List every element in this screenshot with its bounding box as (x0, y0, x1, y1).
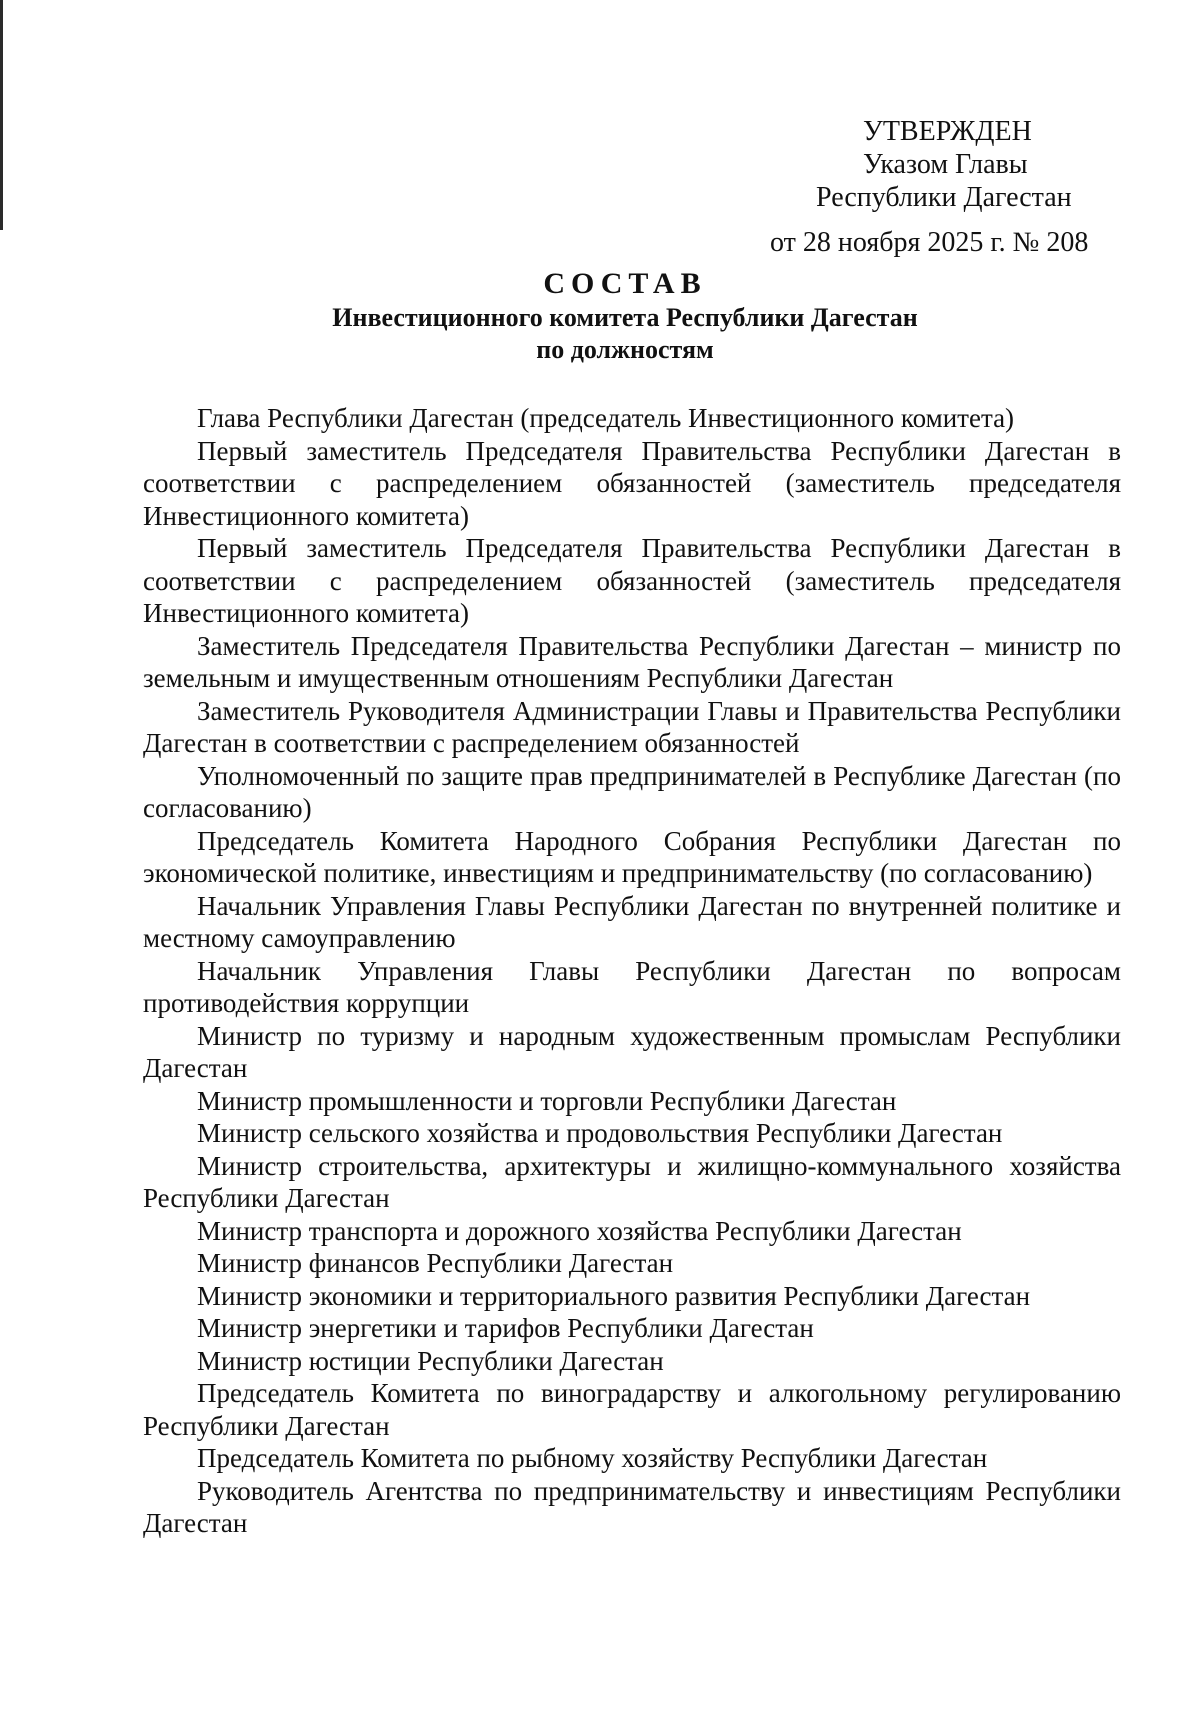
approval-stamp-block (770, 115, 1120, 259)
approval-by: Указом Главы (863, 149, 1028, 180)
member-item: Министр строительства, архитектуры и жилищно-коммунального хозяйства Республики Дагестан (143, 1150, 1121, 1213)
member-item: Глава Республики Дагестан (председатель Инвестиционного комитета) (197, 403, 1015, 433)
member-item: Заместитель Руководителя Администрации Главы и Правительства Республики Дагестан в соответствии с распределением обязанностей (143, 695, 1121, 758)
member-item: Министр сельского хозяйства и продовольствия Республики Дагестан (197, 1118, 1003, 1148)
member-item: Уполномоченный по защите прав предпринимателей в Республике Дагестан (по согласованию) (143, 760, 1121, 823)
member-item: Первый заместитель Председателя Правительства Республики Дагестан в соответствии с распределением обязанностей (заместитель председателя Инвестиционного комитета) (143, 533, 1121, 628)
member-item: Министр промышленности и торговли Республики Дагестан (197, 1085, 897, 1116)
approval-status: УТВЕРЖДЕН (863, 116, 1032, 147)
member-item: Министр транспорта и дорожного хозяйства Республики Дагестан (197, 1215, 962, 1246)
approval-date-number: от 28 ноября 2025 г. № 208 (770, 227, 1089, 258)
scan-edge-mark (0, 0, 3, 230)
member-item: Начальник Управления Главы Республики Дагестан по внутренней политике и местному самоуправлению (143, 890, 1121, 953)
member-item: Руководитель Агентства по предпринимательству и инвестициям Республики Дагестан (143, 1475, 1121, 1538)
member-item: Начальник Управления Главы Республики Дагестан по вопросам противодействия коррупции (143, 955, 1121, 1018)
document-title: СОСТАВ (543, 267, 707, 300)
member-item: Председатель Комитета по рыбному хозяйству Республики Дагестан (197, 1443, 988, 1473)
document-subtitle: Инвестиционного комитета Республики Дагестан (332, 303, 918, 332)
member-item: Заместитель Председателя Правительства Республики Дагестан – министр по земельным и имущественным отношениям Республики Дагестан (143, 630, 1121, 693)
member-item: Министр по туризму и народным художественным промыслам Республики Дагестан (143, 1020, 1121, 1083)
document-title-block (130, 266, 1120, 366)
member-item: Министр энергетики и тарифов Республики Дагестан (197, 1313, 814, 1343)
member-item: Министр экономики и территориального развития Республики Дагестан (197, 1280, 1031, 1311)
member-item: Председатель Комитета по виноградарству и алкогольному регулированию Республики Дагестан (143, 1378, 1121, 1441)
document-subtitle-2: по должностям (536, 335, 714, 364)
member-item: Министр юстиции Республики Дагестан (197, 1345, 664, 1376)
approval-authority: Республики Дагестан (816, 182, 1072, 213)
members-list (143, 402, 1121, 1540)
member-item: Первый заместитель Председателя Правительства Республики Дагестан в соответствии с распределением обязанностей (заместитель председателя Инвестиционного комитета) (143, 435, 1121, 531)
member-item: Председатель Комитета Народного Собрания Республики Дагестан по экономической политике, инвестициям и предпринимательству (по согласованию) (143, 825, 1121, 888)
member-item: Министр финансов Республики Дагестан (197, 1248, 674, 1278)
